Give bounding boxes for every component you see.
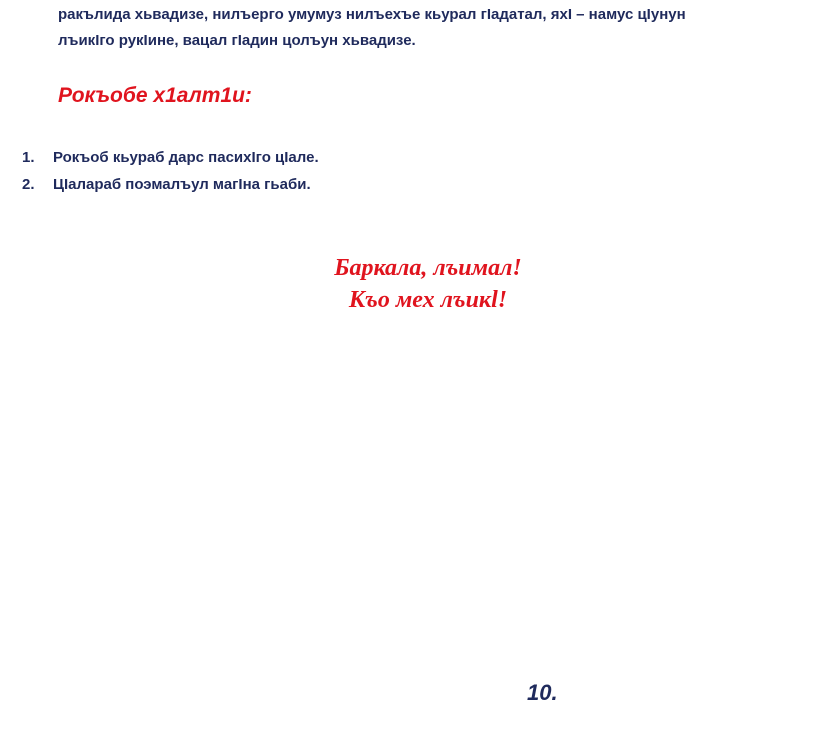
homework-task-list: [22, 144, 319, 198]
homework-heading: Рокъобе х1алт1и:: [58, 84, 252, 107]
task-text: ЦIалараб поэмалъул магIна гьаби.: [53, 176, 311, 193]
task-number: 2.: [22, 176, 35, 193]
list-item: [22, 171, 319, 198]
farewell-line-1: Баркала, лъимал!: [334, 255, 522, 281]
farewell-message: [240, 252, 616, 316]
list-item: [22, 144, 319, 171]
intro-line-1: ракълида хьвадизе, нилъерго умумуз нилъехъе кьурал гӀадатал, яхI – намус цӀунун: [58, 6, 686, 23]
task-number: 1.: [22, 149, 35, 166]
page-number: 10.: [527, 680, 558, 705]
farewell-line-2: Къо мех лъикl!: [348, 287, 508, 313]
task-text: Рокъоб кьураб дарс пасихIго цIале.: [53, 149, 319, 166]
intro-paragraph: [58, 2, 798, 54]
intro-line-2: лъикIго рукIине, вацал гIадин цолъун хьвадизе.: [58, 32, 416, 49]
